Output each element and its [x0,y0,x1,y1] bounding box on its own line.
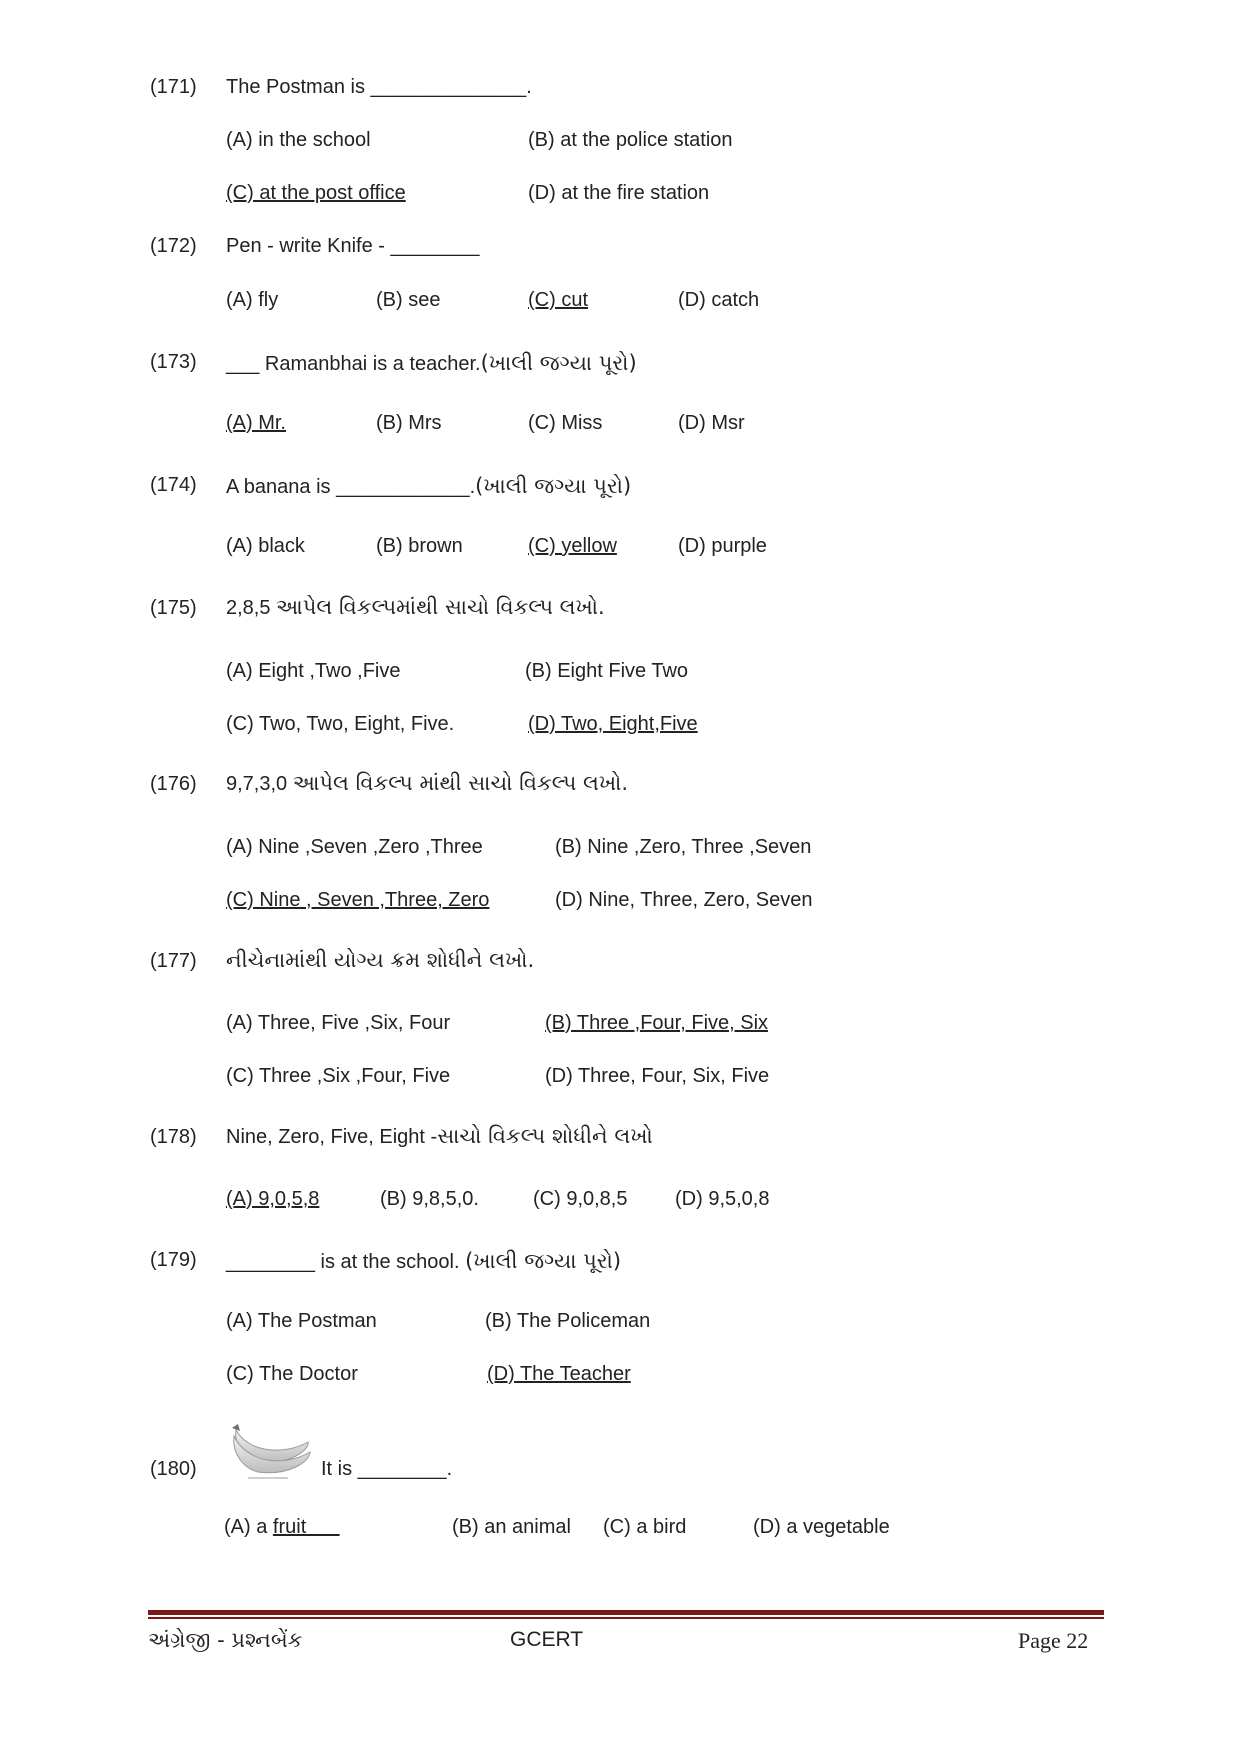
option: (D) 9,5,0,8 [675,1188,770,1210]
option: (A) black [226,535,305,557]
question-number: (180) [150,1458,197,1480]
option: (B) Eight Five Two [525,660,689,682]
option: (C) Two, Two, Eight, Five. [226,713,455,735]
question-stem: The Postman is ______________. [226,76,532,98]
option: (B) at the police station [528,129,733,151]
option-correct: (C) Nine , Seven ,Three, Zero [226,889,490,911]
option: (A) The Postman [226,1310,377,1332]
banana-image [228,1422,314,1482]
option-correct: (A) 9,0,5,8 [226,1188,320,1210]
option-correct: (C) at the post office [226,182,406,204]
option-correct: (D) Two, Eight,Five [528,713,698,735]
question-number: (172) [150,235,197,257]
option: (D) Msr [678,412,745,434]
question-stem: Pen - write Knife - ________ [226,235,480,257]
option: (D) Three, Four, Six, Five [545,1065,770,1087]
question-stem: It is ________. [321,1458,453,1480]
question-stem: A banana is ____________.(ખાલી જગ્યા પૂરો) [226,474,632,498]
option: (C) Three ,Six ,Four, Five [226,1065,451,1087]
question-number: (171) [150,76,197,98]
option: (A) in the school [226,129,371,151]
option: (D) a vegetable [753,1516,890,1538]
question-stem: 2,8,5 આપેલ વિકલ્પમાંથી સાચો વિકલ્પ લખો. [226,595,605,619]
option: (C) Miss [528,412,603,434]
footer-publisher: GCERT [510,1628,584,1651]
option: (A) Eight ,Two ,Five [226,660,401,682]
footer-subject: અંગ્રેજી - પ્રશ્નબેંક [148,1628,303,1652]
footer-rule-thin [148,1617,1104,1619]
option: (D) at the fire station [528,182,710,204]
option: (D) purple [678,535,767,557]
option: (D) Nine, Three, Zero, Seven [555,889,813,911]
option: (B) brown [376,535,463,557]
option-correct: (A) a fruit [224,1516,340,1538]
option-correct: (D) The Teacher [487,1363,631,1385]
option: (A) Three, Five ,Six, Four [226,1012,451,1034]
question-number: (173) [150,351,197,373]
footer-rule [148,1610,1104,1615]
option: (B) The Policeman [485,1310,651,1332]
option: (C) a bird [603,1516,687,1538]
question-number: (174) [150,474,197,496]
option: (A) fly [226,289,279,311]
question-stem: નીચેનામાંથી યોગ્ય ક્રમ શોધીને લખો. [226,948,535,972]
question-number: (176) [150,773,197,795]
option: (B) 9,8,5,0. [380,1188,479,1210]
option: (D) catch [678,289,760,311]
question-stem: ___ Ramanbhai is a teacher.(ખાલી જગ્યા પૂરો) [226,351,637,375]
option-correct: (B) Three ,Four, Five, Six [545,1012,769,1034]
option: (B) Mrs [376,412,442,434]
option: (B) see [376,289,441,311]
question-number: (178) [150,1126,197,1148]
question-number: (177) [150,950,197,972]
option: (C) The Doctor [226,1363,358,1385]
option: (A) Nine ,Seven ,Zero ,Three [226,836,483,858]
option: (B) Nine ,Zero, Three ,Seven [555,836,812,858]
question-stem: ________ is at the school. (ખાલી જગ્યા પૂરો) [226,1249,622,1273]
question-number: (179) [150,1249,197,1271]
option: (B) an animal [452,1516,571,1538]
option-correct: (A) Mr. [226,412,286,434]
question-stem: Nine, Zero, Five, Eight -સાચો વિકલ્પ શોધીને લખો [226,1124,653,1148]
option: (C) 9,0,8,5 [533,1188,628,1210]
question-number: (175) [150,597,197,619]
question-stem: 9,7,3,0 આપેલ વિકલ્પ માંથી સાચો વિકલ્પ લખો. [226,771,629,795]
page-number: Page 22 [1018,1628,1089,1653]
option-correct: (C) cut [528,289,588,311]
option-correct: (C) yellow [528,535,617,557]
